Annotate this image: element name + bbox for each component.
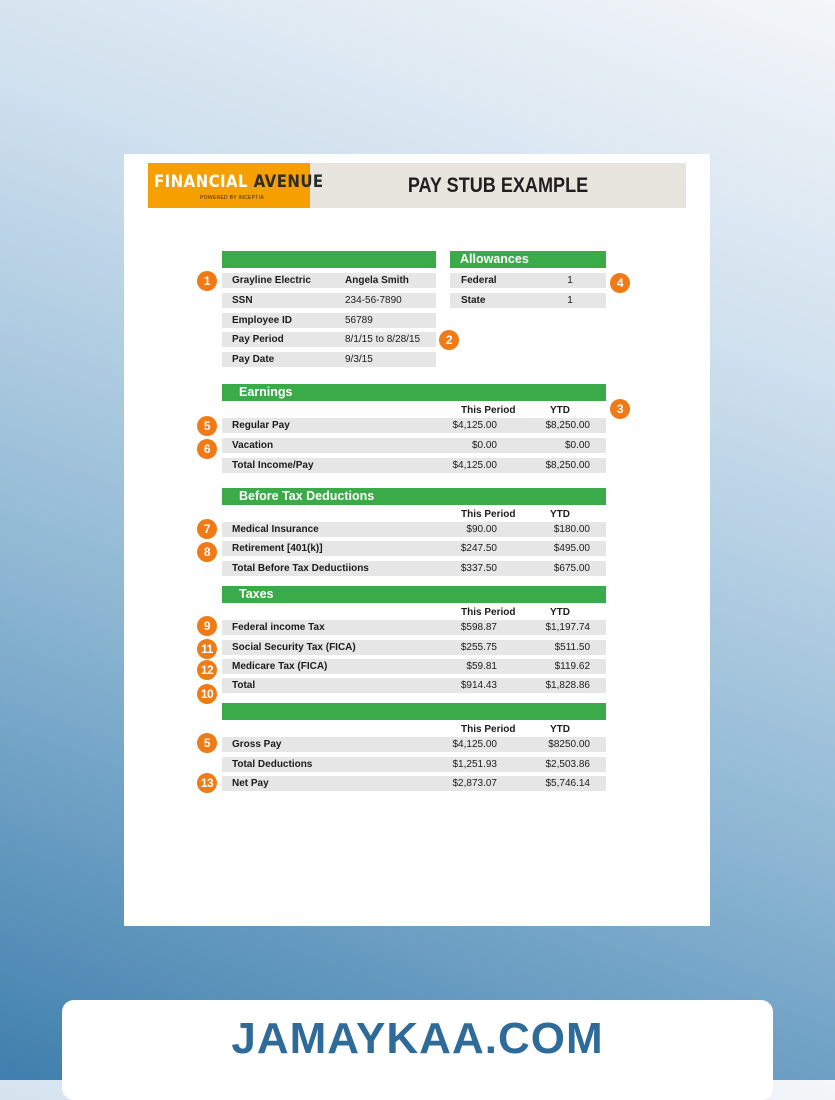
financial-avenue-logo (148, 163, 324, 208)
taxes-title: Taxes (239, 587, 274, 601)
row-label: Medicare Tax (FICA) (232, 661, 328, 672)
row-label: Total Deductions (232, 759, 313, 770)
employee-id-value: 56789 (345, 315, 373, 326)
row-period-value: $4,125.00 (452, 420, 497, 431)
site-domain-text: JAMAYKAA.COM (231, 1014, 604, 1063)
company-name: Grayline Electric (232, 275, 311, 286)
callout-badge-7: 7 (197, 519, 217, 539)
row-period-value: $598.87 (460, 622, 497, 633)
column-header-ytd: YTD (550, 607, 570, 618)
row-period-value: $914.43 (460, 680, 497, 691)
allowance-state-value: 1 (567, 295, 573, 306)
callout-badge-3: 3 (610, 399, 630, 419)
before-tax-header-bar (222, 488, 606, 505)
employee-id-label: Employee ID (232, 315, 293, 326)
row-ytd-value: $1,197.74 (545, 622, 590, 633)
row-period-value: $4,125.00 (452, 739, 497, 750)
allowances-header-bar (450, 251, 606, 268)
row-ytd-value: $8250.00 (548, 739, 590, 750)
employee-row (222, 293, 436, 308)
row-label: Total Before Tax Deductiions (232, 563, 369, 574)
before-tax-title: Before Tax Deductions (239, 489, 375, 503)
logo-word-avenue: AVENUE (253, 172, 324, 192)
row-ytd-value: $511.50 (554, 642, 590, 653)
row-ytd-value: $1,828.86 (545, 680, 590, 691)
row-period-value: $4,125.00 (452, 460, 497, 471)
column-header-ytd: YTD (550, 724, 570, 735)
allowance-federal-label: Federal (461, 275, 497, 286)
pay-date-value: 9/3/15 (345, 354, 373, 365)
document-header (148, 163, 686, 208)
callout-badge-6: 6 (197, 439, 217, 459)
row-label: Total Income/Pay (232, 460, 314, 471)
row-period-value: $255.75 (460, 642, 497, 653)
earnings-header-bar (222, 384, 606, 401)
column-header-period: This Period (461, 607, 516, 618)
allowance-state-label: State (461, 295, 486, 306)
row-label: Social Security Tax (FICA) (232, 642, 356, 653)
logo-tagline: POWERED BY INCEPTIA (200, 195, 264, 201)
row-ytd-value: $119.62 (554, 661, 590, 672)
row-period-value: $247.50 (460, 543, 497, 554)
site-footer-banner (62, 1000, 773, 1100)
pay-date-label: Pay Date (232, 354, 275, 365)
column-header-ytd: YTD (550, 509, 570, 520)
callout-badge-2: 2 (439, 330, 459, 350)
row-ytd-value: $0.00 (564, 440, 590, 451)
callout-badge-1: 1 (197, 271, 217, 291)
row-ytd-value: $180.00 (553, 524, 590, 535)
logo-word-financial: FINANCIAL (154, 172, 249, 192)
row-ytd-value: $495.00 (553, 543, 590, 554)
callout-badge-12: 12 (197, 660, 217, 680)
column-header-period: This Period (461, 724, 516, 735)
summary-header-bar (222, 703, 606, 720)
row-label: Gross Pay (232, 739, 282, 750)
ssn-label: SSN (232, 295, 253, 306)
column-header-period: This Period (461, 509, 516, 520)
row-label: Total (232, 680, 256, 691)
row-period-value: $59.81 (466, 661, 497, 672)
callout-badge-5-gross: 5 (197, 733, 217, 753)
row-label: Medical Insurance (232, 524, 319, 535)
callout-badge-11: 11 (197, 639, 217, 659)
column-header-period: This Period (461, 405, 516, 416)
pay-period-label: Pay Period (232, 334, 284, 345)
row-ytd-value: $8,250.00 (545, 460, 590, 471)
row-period-value: $0.00 (471, 440, 497, 451)
row-label: Retirement [401(k)] (232, 543, 323, 554)
allowances-title: Allowances (460, 252, 529, 266)
pay-stub-document (124, 154, 710, 926)
callout-badge-13: 13 (197, 773, 217, 793)
allowance-federal-value: 1 (567, 275, 573, 286)
earnings-title: Earnings (239, 385, 293, 399)
callout-badge-10: 10 (197, 684, 217, 704)
row-period-value: $1,251.93 (452, 759, 497, 770)
row-label: Federal income Tax (232, 622, 325, 633)
row-ytd-value: $2,503.86 (545, 759, 590, 770)
row-label: Net Pay (232, 778, 269, 789)
row-label: Vacation (232, 440, 274, 451)
row-ytd-value: $5,746.14 (545, 778, 590, 789)
row-label: Regular Pay (232, 420, 290, 431)
pay-period-value: 8/1/15 to 8/28/15 (345, 334, 421, 345)
row-period-value: $90.00 (466, 524, 497, 535)
callout-badge-9: 9 (197, 616, 217, 636)
row-ytd-value: $8,250.00 (545, 420, 590, 431)
callout-badge-5: 5 (197, 416, 217, 436)
row-period-value: $337.50 (460, 563, 497, 574)
callout-badge-4: 4 (610, 273, 630, 293)
column-header-ytd: YTD (550, 405, 570, 416)
employee-header-bar (222, 251, 436, 268)
callout-badge-8: 8 (197, 542, 217, 562)
row-period-value: $2,873.07 (452, 778, 497, 789)
employee-name: Angela Smith (345, 275, 409, 286)
ssn-value: 234-56-7890 (345, 295, 402, 306)
page-title: PAY STUB EXAMPLE (407, 174, 589, 197)
row-ytd-value: $675.00 (553, 563, 590, 574)
taxes-header-bar (222, 586, 606, 603)
